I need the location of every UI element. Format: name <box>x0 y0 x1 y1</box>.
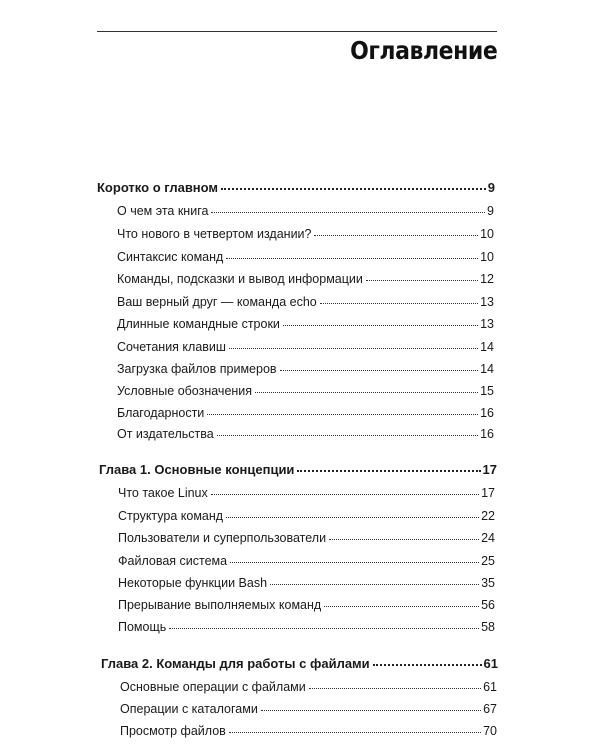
page-number: 70 <box>483 724 497 738</box>
dot-leader <box>217 434 478 436</box>
section-title: Загрузка файлов примеров <box>117 362 277 376</box>
toc-section[interactable] <box>118 510 495 523</box>
dot-leader <box>169 627 479 629</box>
toc-section[interactable] <box>117 428 494 441</box>
page-number: 13 <box>480 295 494 309</box>
dot-leader <box>283 324 478 326</box>
section-title: Что нового в четвертом издании? <box>117 227 312 241</box>
section-title: Что такое Linux <box>118 486 208 500</box>
toc-section[interactable] <box>117 205 494 218</box>
toc-section[interactable] <box>118 532 495 545</box>
page-number: 58 <box>481 620 495 634</box>
chapter-title: Коротко о главном <box>97 180 219 195</box>
dot-leader <box>230 561 479 563</box>
toc-section[interactable] <box>117 273 494 286</box>
section-title: Файловая система <box>118 554 228 568</box>
page-number: 10 <box>480 227 494 241</box>
dot-leader <box>226 257 478 259</box>
section-title: Благодарности <box>117 406 205 420</box>
section-title: Сочетания клавиш <box>117 340 226 354</box>
page-number: 17 <box>481 486 495 500</box>
dot-leader <box>366 279 478 281</box>
page-number: 12 <box>480 272 494 286</box>
section-title: Операции с каталогами <box>120 702 258 716</box>
section-title: Ваш верный друг — команда echo <box>117 295 317 309</box>
page-title: Оглавление <box>349 36 497 65</box>
section-title: Команды, подсказки и вывод информации <box>117 272 363 286</box>
page-number: 16 <box>480 406 494 420</box>
header-rule <box>97 31 497 32</box>
section-title: Некоторые функции Bash <box>118 576 268 590</box>
page-number: 13 <box>480 317 494 331</box>
toc-section[interactable] <box>120 725 497 738</box>
page-number: 14 <box>480 340 494 354</box>
chapter-title: Глава 2. Команды для работы с файлами <box>101 656 370 671</box>
page-number: 61 <box>483 680 497 694</box>
toc-section[interactable] <box>118 555 495 568</box>
section-title: Помощь <box>118 620 167 634</box>
toc-section[interactable] <box>117 228 494 241</box>
toc-section[interactable] <box>120 681 497 694</box>
page-number: 17 <box>482 462 497 477</box>
toc-section[interactable] <box>117 318 494 331</box>
dot-leader <box>255 391 478 393</box>
toc-section[interactable] <box>117 407 494 420</box>
section-title: Основные операции с файлами <box>120 680 306 694</box>
page-number: 61 <box>483 656 498 671</box>
dot-leader <box>314 234 478 236</box>
dot-leader <box>309 687 481 689</box>
toc-section[interactable] <box>118 487 495 500</box>
toc-section[interactable] <box>118 577 495 590</box>
page-number: 9 <box>487 204 494 218</box>
section-title: Структура команд <box>118 509 224 523</box>
toc-section[interactable] <box>117 251 494 264</box>
section-title: Прерывание выполняемых команд <box>118 598 322 612</box>
chapter-title: Глава 1. Основные концепции <box>99 462 295 477</box>
page-number: 24 <box>481 531 495 545</box>
dot-leader <box>211 211 485 213</box>
section-title: Пользователи и суперпользователи <box>118 531 327 545</box>
toc-section[interactable] <box>117 385 494 398</box>
toc-section[interactable] <box>117 341 494 354</box>
dot-leader <box>207 413 478 415</box>
section-title: Просмотр файлов <box>120 724 226 738</box>
dot-leader <box>297 469 480 472</box>
page-number: 15 <box>480 384 494 398</box>
section-title: Условные обозначения <box>117 384 253 398</box>
dot-leader <box>261 709 481 711</box>
dot-leader <box>320 302 478 304</box>
dot-leader <box>373 663 482 666</box>
dot-leader <box>226 516 479 518</box>
dot-leader <box>270 583 479 585</box>
toc-section[interactable] <box>117 296 494 309</box>
page-number: 25 <box>481 554 495 568</box>
page-number: 35 <box>481 576 495 590</box>
dot-leader <box>324 605 479 607</box>
page-number: 16 <box>480 427 494 441</box>
toc-chapter[interactable] <box>101 657 498 670</box>
page-number: 67 <box>483 702 497 716</box>
page-number: 9 <box>487 180 495 195</box>
section-title: Синтаксис команд <box>117 250 224 264</box>
dot-leader <box>329 538 479 540</box>
page-number: 22 <box>481 509 495 523</box>
dot-leader <box>221 187 486 190</box>
section-title: Длинные командные строки <box>117 317 280 331</box>
toc-chapter[interactable] <box>97 181 495 194</box>
toc-section[interactable] <box>117 363 494 376</box>
section-title: О чем эта книга <box>117 204 209 218</box>
dot-leader <box>211 493 479 495</box>
toc-chapter[interactable] <box>99 463 497 476</box>
page-number: 56 <box>481 598 495 612</box>
page-number: 10 <box>480 250 494 264</box>
toc-section[interactable] <box>118 621 495 634</box>
page-number: 14 <box>480 362 494 376</box>
toc-section[interactable] <box>118 599 495 612</box>
section-title: От издательства <box>117 427 214 441</box>
dot-leader <box>229 347 478 349</box>
toc-section[interactable] <box>120 703 497 716</box>
dot-leader <box>229 731 481 733</box>
dot-leader <box>280 369 479 371</box>
